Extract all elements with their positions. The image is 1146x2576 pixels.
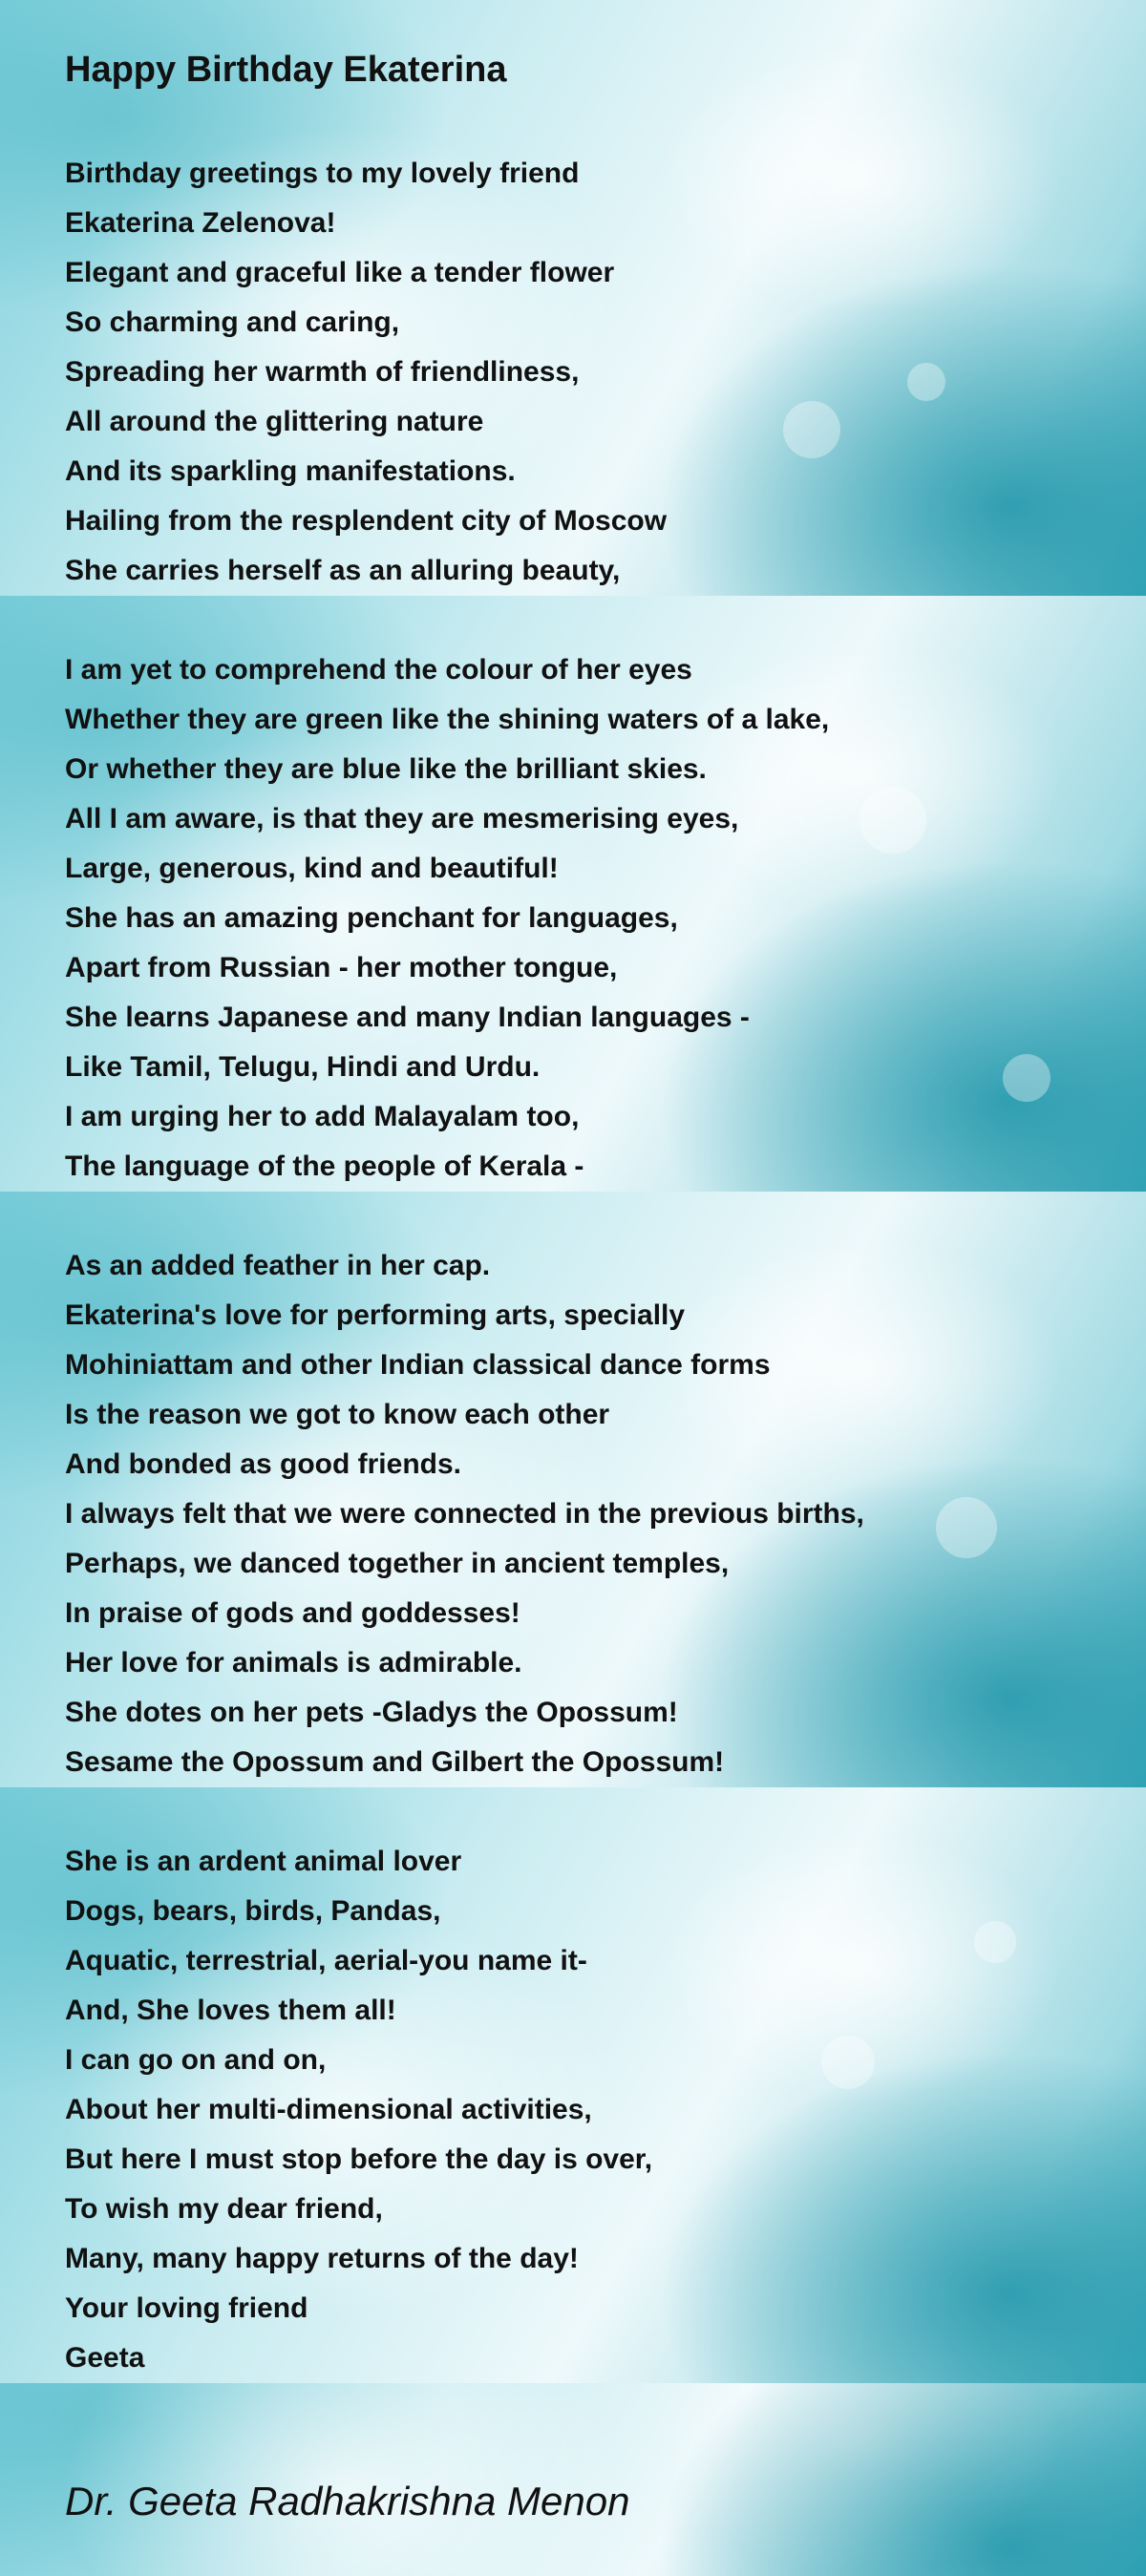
poem-line: She has an amazing penchant for languages, xyxy=(65,902,678,934)
poem-line: I am yet to comprehend the colour of her eyes xyxy=(65,654,692,686)
bokeh-light xyxy=(821,2036,875,2089)
poem-line: I can go on and on, xyxy=(65,2044,327,2076)
poem-panel-4 xyxy=(0,1787,1146,2383)
poem-line: In praise of gods and goddesses! xyxy=(65,1597,520,1629)
bokeh-light xyxy=(860,787,926,854)
poem-line: And bonded as good friends. xyxy=(65,1448,461,1480)
poem-line: I am urging her to add Malayalam too, xyxy=(65,1101,580,1132)
poem-line: And, She loves them all! xyxy=(65,1995,396,2026)
poem-line: Sesame the Opossum and Gilbert the Opossum! xyxy=(65,1746,725,1778)
poem-line: She learns Japanese and many Indian languages - xyxy=(65,1002,750,1033)
bokeh-light xyxy=(783,401,840,458)
poem-line: Dogs, bears, birds, Pandas, xyxy=(65,1895,441,1927)
poem-panel-1 xyxy=(0,0,1146,596)
poem-line: Apart from Russian - her mother tongue, xyxy=(65,952,618,983)
bokeh-light xyxy=(907,363,945,401)
poem-line: Hailing from the resplendent city of Moscow xyxy=(65,505,668,537)
poem-line: So charming and caring, xyxy=(65,306,400,338)
bokeh-light xyxy=(936,1497,997,1558)
poem-panel-2 xyxy=(0,596,1146,1192)
poem-line: Geeta xyxy=(65,2342,145,2374)
poem-line: Ekaterina's love for performing arts, specially xyxy=(65,1299,686,1331)
poem-line: Or whether they are blue like the brilliant skies. xyxy=(65,753,707,785)
poem-line: Spreading her warmth of friendliness, xyxy=(65,356,580,388)
poem-line: All I am aware, is that they are mesmerising eyes, xyxy=(65,803,739,834)
poem-line: And its sparkling manifestations. xyxy=(65,455,516,487)
poem-line: Mohiniattam and other Indian classical dance forms xyxy=(65,1349,771,1381)
poem-line: Many, many happy returns of the day! xyxy=(65,2243,579,2274)
stanza-4 xyxy=(65,1837,652,2383)
poem-line: Like Tamil, Telugu, Hindi and Urdu. xyxy=(65,1051,541,1083)
poem-line: Her love for animals is admirable. xyxy=(65,1647,522,1679)
poem-line: Large, generous, kind and beautiful! xyxy=(65,853,559,884)
stanza-2 xyxy=(65,645,829,1192)
poem-line: About her multi-dimensional activities, xyxy=(65,2094,592,2125)
poem-line: She carries herself as an alluring beauty, xyxy=(65,555,621,586)
poem-line: She dotes on her pets -Gladys the Opossum! xyxy=(65,1697,678,1728)
poem-line: But here I must stop before the day is over, xyxy=(65,2143,653,2175)
poem-line: Birthday greetings to my lovely friend xyxy=(65,158,580,189)
poem-line: Ekaterina Zelenova! xyxy=(65,207,336,239)
stanza-3 xyxy=(65,1241,864,1787)
poem-line: Whether they are green like the shining waters of a lake, xyxy=(65,704,830,735)
poem-author: Dr. Geeta Radhakrishna Menon xyxy=(65,2479,630,2523)
poem-line: Elegant and graceful like a tender flower xyxy=(65,257,615,288)
bokeh-light xyxy=(974,1921,1016,1963)
poem-line: She is an ardent animal lover xyxy=(65,1846,462,1877)
poem-line: As an added feather in her cap. xyxy=(65,1250,491,1281)
poem-line: Perhaps, we danced together in ancient temples, xyxy=(65,1548,730,1579)
bokeh-light xyxy=(1003,1054,1050,1102)
poem-line: All around the glittering nature xyxy=(65,406,484,437)
poem-line: Is the reason we got to know each other xyxy=(65,1399,610,1430)
poem-line: Aquatic, terrestrial, aerial-you name it- xyxy=(65,1945,587,1976)
poem-line: To wish my dear friend, xyxy=(65,2193,383,2225)
poem-line: Your loving friend xyxy=(65,2292,308,2324)
poem-panel-3 xyxy=(0,1192,1146,1787)
author-panel xyxy=(0,2383,1146,2576)
stanza-1 xyxy=(65,149,667,596)
poem-line: The language of the people of Kerala - xyxy=(65,1151,584,1182)
poem-title: Happy Birthday Ekaterina xyxy=(65,50,507,90)
poem-line: I always felt that we were connected in the previous births, xyxy=(65,1498,864,1530)
